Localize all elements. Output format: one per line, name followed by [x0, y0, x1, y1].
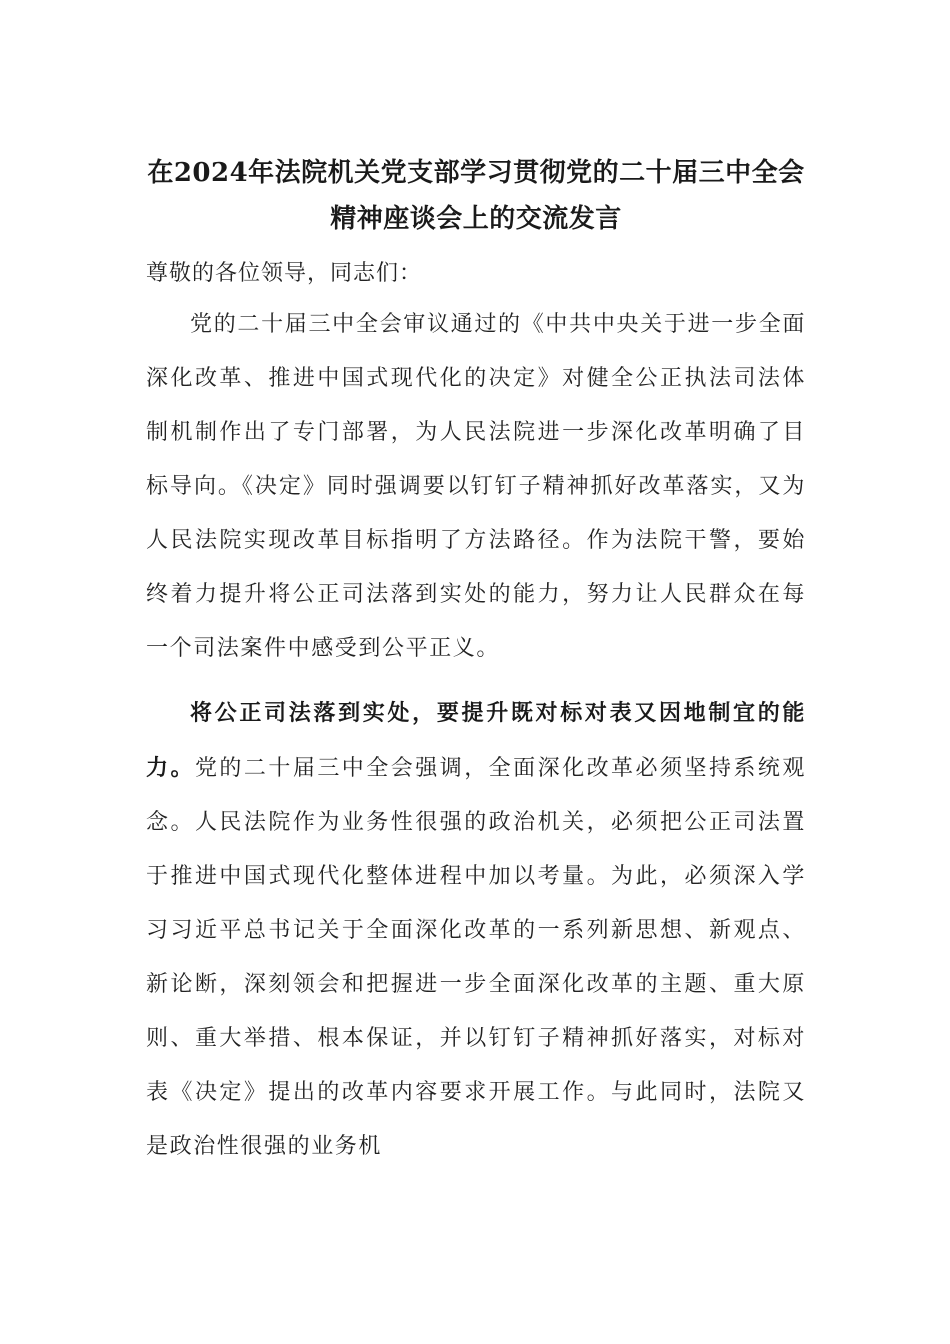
paragraph-intro — [146, 298, 806, 676]
paragraph-text: 党的二十届三中全会审议通过的《中共中央关于进一步全面深化改革、推进中国式现代化的决定》对健全公正执法司法体制机制作出了专门部署，为人民法院进一步深化改革明确了目标导向。《决定》同时强调要以钉钉子精神抓好改革落实，又为人民法院实现改革目标指明了方法路径。作为法院干警，要始终着力提升将公正司法落到实处的能力，努力让人民群众在每一个司法案件中感受到公平正义。 — [146, 312, 806, 661]
salutation: 尊敬的各位领导，同志们： — [146, 261, 423, 286]
document-body — [146, 150, 806, 1174]
paragraph-section-1 — [146, 686, 806, 1174]
paragraph-lead-sentence: 将公正司法落到实处，要提升既对标对表又因地制宜的能力。 — [146, 700, 806, 781]
paragraph-text: 党的二十届三中全会强调，全面深化改革必须坚持系统观念。人民法院作为业务性很强的政治机关，必须把公正司法置于推进中国式现代化整体进程中加以考量。为此，必须深入学习习近平总书记关于全面深化改革的一系列新思想、新观点、新论断，深刻领会和把握进一步全面深化改革的主题、重大原则、重大举措、根本保证，并以钉钉子精神抓好落实，对标对表《决定》提出的改革内容要求开展工作。与此同时，法院又是政治性很强的业务机 — [146, 756, 806, 1159]
document-title: 在2024年法院机关党支部学习贯彻党的二十届三中全会精神座谈会上的交流发言 — [147, 158, 805, 234]
